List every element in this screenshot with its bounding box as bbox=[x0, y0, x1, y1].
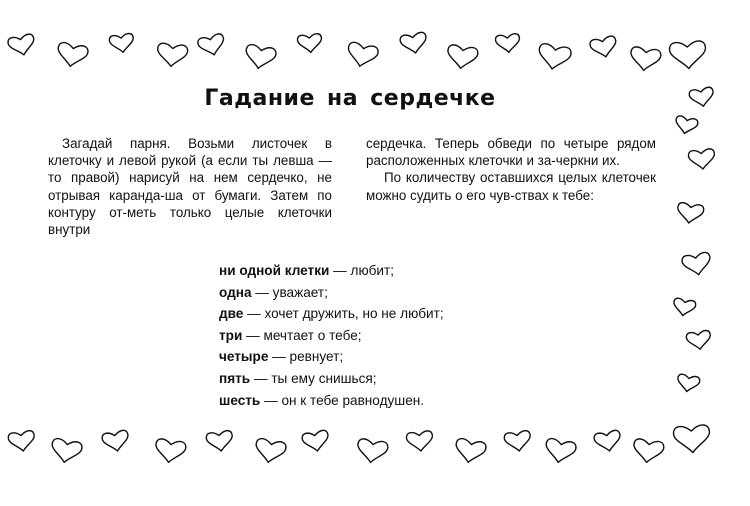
result-count: две bbox=[219, 306, 244, 322]
heart-icon bbox=[109, 33, 135, 54]
heart-icon bbox=[7, 33, 36, 57]
heart-icon bbox=[629, 46, 662, 72]
result-item bbox=[219, 390, 444, 412]
heart-icon bbox=[101, 430, 130, 454]
result-meaning: — любит; bbox=[329, 263, 395, 278]
heart-icon bbox=[301, 430, 330, 454]
paragraph-intro: Загадай парня. Возьми листочек в клеточку и левой рукой (а если ты левша — то правой) нарисуй на нем сердечко, не отрывая каранда-ша от бумаги. Затем по контуру от-меть только целые клеточки внутри bbox=[48, 136, 332, 238]
heart-icon bbox=[632, 438, 665, 464]
paragraph-count: По количеству оставшихся целых клеточек можно судить о его чув-ствах к тебе: bbox=[366, 170, 656, 203]
heart-icon bbox=[686, 330, 712, 351]
heart-icon bbox=[681, 252, 712, 277]
result-item bbox=[219, 346, 444, 368]
result-count: три bbox=[219, 327, 243, 343]
heart-icon bbox=[673, 425, 711, 454]
heart-icon bbox=[495, 33, 521, 53]
result-count: шесть bbox=[219, 392, 261, 408]
heart-icon bbox=[676, 374, 701, 394]
heart-icon bbox=[297, 33, 323, 53]
heart-icon bbox=[504, 430, 532, 453]
heart-icon bbox=[197, 33, 227, 58]
heart-icon bbox=[676, 202, 704, 225]
page-title: Гадание на сердечке bbox=[204, 86, 496, 111]
heart-icon bbox=[356, 438, 389, 464]
heart-icon bbox=[536, 43, 572, 72]
result-item bbox=[219, 260, 444, 282]
heart-icon bbox=[154, 438, 187, 464]
heart-icon bbox=[243, 44, 276, 71]
heart-icon bbox=[49, 438, 82, 465]
result-item bbox=[219, 282, 444, 304]
result-count: пять bbox=[219, 370, 251, 386]
result-item bbox=[219, 303, 444, 325]
result-meaning: — он к тебе равнодушен. bbox=[260, 392, 425, 408]
text-column-left bbox=[48, 135, 332, 238]
result-item bbox=[219, 368, 444, 390]
result-meaning: — мечтает о тебе; bbox=[242, 327, 362, 343]
result-count: ни одной клетки bbox=[219, 263, 330, 278]
heart-icon bbox=[406, 430, 434, 452]
heart-icon bbox=[453, 438, 486, 465]
result-count: четыре bbox=[219, 349, 269, 365]
heart-icon bbox=[399, 32, 428, 56]
result-meaning: — ревнует; bbox=[268, 349, 344, 365]
heart-icon bbox=[669, 41, 707, 70]
heart-icon bbox=[543, 438, 576, 465]
heart-icon bbox=[206, 430, 234, 453]
heart-icon bbox=[589, 35, 618, 59]
result-meaning: — хочет дружить, но не любит; bbox=[243, 306, 444, 322]
heart-icon bbox=[593, 430, 622, 454]
results-list bbox=[219, 260, 444, 411]
heart-icon bbox=[156, 43, 188, 68]
result-item bbox=[219, 325, 444, 347]
heart-icon bbox=[446, 44, 479, 70]
result-meaning: — ты ему снишься; bbox=[250, 370, 377, 386]
result-count: одна bbox=[219, 284, 252, 300]
paragraph-continuation: сердечка. Теперь обведи по четыре рядом расположенных клеточки и за-черкни их. bbox=[366, 136, 656, 169]
heart-icon bbox=[672, 298, 697, 318]
text-column-right bbox=[366, 135, 656, 204]
heart-icon bbox=[8, 430, 36, 453]
heart-icon bbox=[253, 438, 286, 465]
result-meaning: — уважает; bbox=[251, 284, 328, 300]
heart-icon bbox=[688, 148, 716, 170]
heart-icon bbox=[345, 41, 379, 69]
heart-icon bbox=[674, 115, 699, 136]
heart-icon bbox=[55, 42, 88, 69]
